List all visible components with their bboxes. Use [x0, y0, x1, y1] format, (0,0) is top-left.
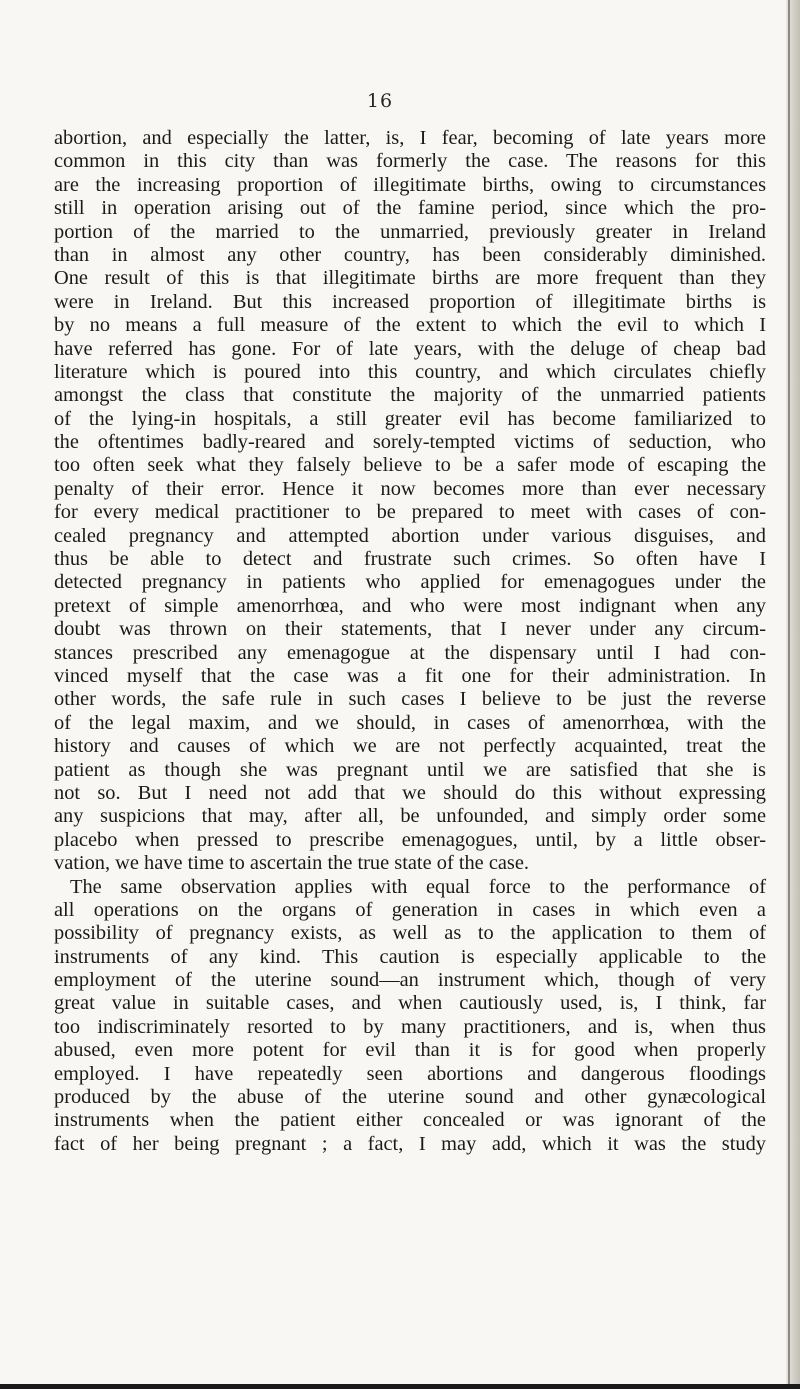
text-line: possibility of pregnancy exists, as well as to the application to them of: [54, 922, 766, 945]
page-number: 16: [366, 90, 394, 112]
text-line: for every medical practitioner to be prepared to meet with cases of con-: [54, 501, 766, 524]
text-line: too often seek what they falsely believe to be a safer mode of escaping the: [54, 454, 766, 477]
text-line: thus be able to detect and frustrate such crimes. So often have I: [54, 548, 766, 571]
text-line: any suspicions that may, after all, be unfounded, and simply order some: [54, 805, 766, 828]
text-line: common in this city than was formerly the case. The reasons for this: [54, 150, 766, 173]
text-line: portion of the married to the unmarried, previously greater in Ireland: [54, 220, 766, 243]
page-edge-line: [788, 0, 790, 1389]
text-line: have referred has gone. For of late years, with the deluge of cheap bad: [54, 337, 766, 360]
text-line: other words, the safe rule in such cases I believe to be just the reverse: [54, 688, 766, 711]
text-line: by no means a full measure of the extent to which the evil to which I: [54, 314, 766, 337]
text-line: stances prescribed any emenagogue at the dispensary until I had con-: [54, 641, 766, 664]
text-line: instruments when the patient either concealed or was ignorant of the: [54, 1109, 766, 1132]
text-line: still in operation arising out of the famine period, since which the pro-: [54, 197, 766, 220]
text-line: The same observation applies with equal force to the performance of: [70, 875, 766, 898]
text-line: of the legal maxim, and we should, in cases of amenorrhœa, with the: [54, 711, 766, 734]
text-line: of the lying-in hospitals, a still greater evil has become familiarized to: [54, 407, 766, 430]
paragraph: [54, 876, 766, 1157]
text-line: not so. But I need not add that we should do this without expressing: [54, 781, 766, 804]
text-line: employed. I have repeatedly seen abortions and dangerous floodings: [54, 1062, 766, 1085]
text-line: cealed pregnancy and attempted abortion under various disguises, and: [54, 524, 766, 547]
text-line: doubt was thrown on their statements, that I never under any circum-: [54, 618, 766, 641]
text-line: produced by the abuse of the uterine sound and other gynæcological: [54, 1086, 766, 1109]
text-line: pretext of simple amenorrhœa, and who were most indignant when any: [54, 594, 766, 617]
text-line: fact of her being pregnant ; a fact, I may add, which it was the study: [54, 1132, 766, 1155]
page-bottom-edge: [0, 1384, 800, 1389]
text-line: abused, even more potent for evil than it is for good when properly: [54, 1039, 766, 1062]
text-line: employment of the uterine sound—an instrument which, though of very: [54, 969, 766, 992]
text-line: placebo when pressed to prescribe emenagogues, until, by a little obser-: [54, 828, 766, 851]
text-line: amongst the class that constitute the majority of the unmarried patients: [54, 384, 766, 407]
text-line: history and causes of which we are not perfectly acquainted, treat the: [54, 735, 766, 758]
text-line: were in Ireland. But this increased proportion of illegitimate births is: [54, 290, 766, 313]
text-line: detected pregnancy in patients who applied for emenagogues under the: [54, 571, 766, 594]
text-line: are the increasing proportion of illegitimate births, owing to circumstances: [54, 173, 766, 196]
text-line: vinced myself that the case was a fit one for their administration. In: [54, 664, 766, 687]
text-line: great value in suitable cases, and when cautiously used, is, I think, far: [54, 992, 766, 1015]
text-line: too indiscriminately resorted to by many practitioners, and is, when thus: [54, 1015, 766, 1038]
text-line: penalty of their error. Hence it now becomes more than ever necessary: [54, 477, 766, 500]
text-line: the oftentimes badly-reared and sorely-tempted victims of seduction, who: [54, 431, 766, 454]
text-line: patient as though she was pregnant until we are satisfied that she is: [54, 758, 766, 781]
text-line: One result of this is that illegitimate births are more frequent than they: [54, 267, 766, 290]
body-text: [54, 127, 766, 1156]
text-line: literature which is poured into this country, and which circulates chiefly: [54, 360, 766, 383]
text-line: all operations on the organs of generation in cases in which even a: [54, 898, 766, 921]
paragraph: [54, 127, 766, 876]
text-line: abortion, and especially the latter, is, I fear, becoming of late years more: [54, 127, 766, 149]
text-line: instruments of any kind. This caution is especially applicable to the: [54, 945, 766, 968]
text-line: than in almost any other country, has been considerably diminished.: [54, 243, 766, 266]
text-line: vation, we have time to ascertain the true state of the case.: [54, 852, 530, 875]
